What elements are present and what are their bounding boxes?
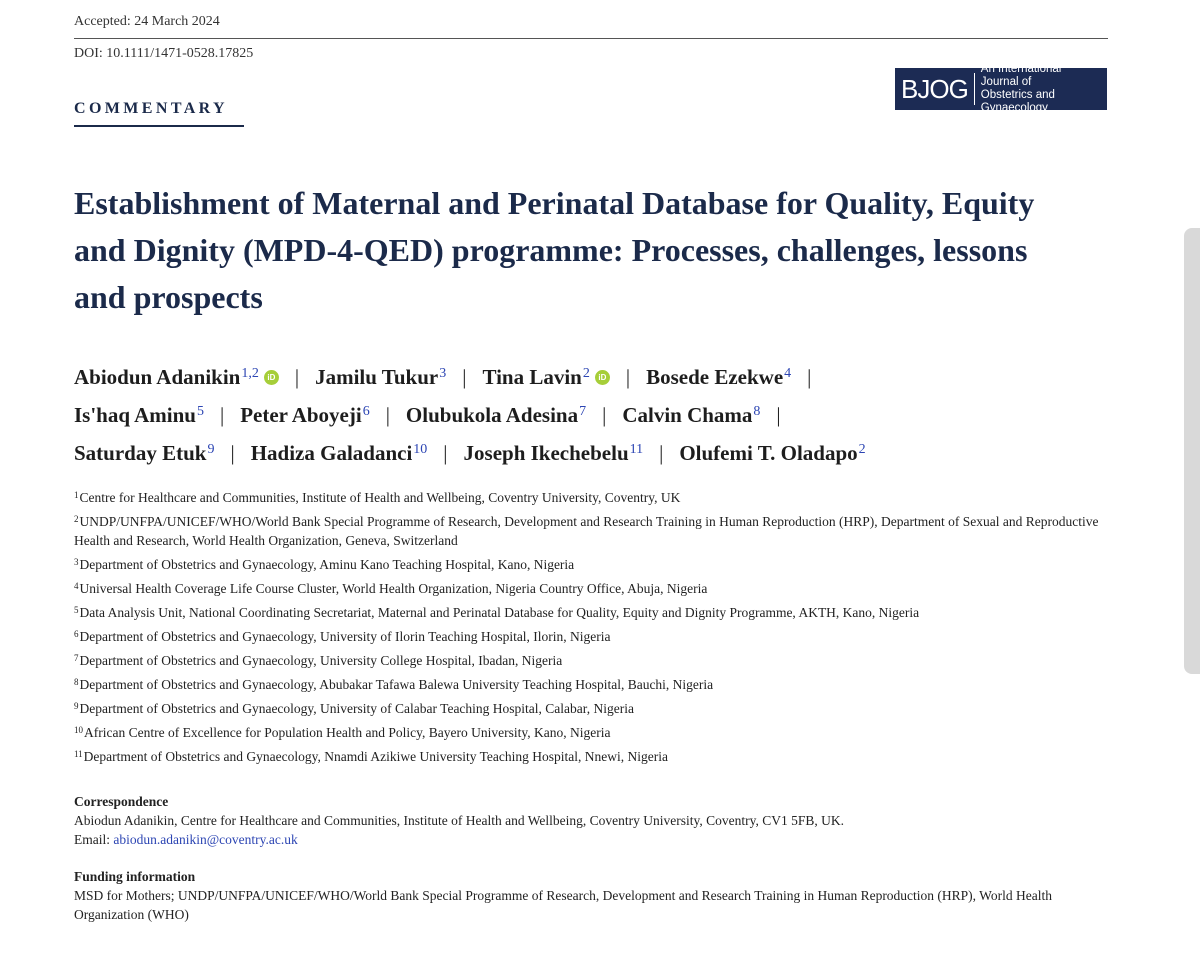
author-name: Peter Aboyeji bbox=[240, 403, 362, 427]
affiliation-text: African Centre of Excellence for Population Health and Policy, Bayero University, Kano, Nigeria bbox=[84, 725, 611, 740]
author-separator: | bbox=[219, 403, 225, 427]
journal-name-line2: Obstetrics and Gynaecology bbox=[980, 89, 1055, 114]
author-separator: | bbox=[385, 403, 390, 427]
scrollbar-thumb[interactable] bbox=[1184, 228, 1200, 674]
author-separator: | bbox=[230, 441, 235, 465]
email-link[interactable]: abiodun.adanikin@coventry.ac.uk bbox=[113, 832, 298, 847]
author-affil-ref[interactable]: 7 bbox=[579, 404, 587, 419]
affiliation-item bbox=[74, 603, 1114, 622]
affiliation-item bbox=[74, 488, 1114, 507]
affiliation-number: 2 bbox=[74, 514, 79, 524]
journal-logo[interactable] bbox=[895, 63, 1107, 114]
author-name: Bosede Ezekwe bbox=[646, 365, 784, 389]
author-affil-ref[interactable]: 1,2 bbox=[241, 366, 259, 381]
article-title: Establishment of Maternal and Perinatal Database for Quality, Equity and Dignity (MPD-4-QED) programme: Processes, challenges, lessons and prospects bbox=[74, 185, 1035, 315]
author-affil-ref[interactable]: 8 bbox=[753, 404, 761, 419]
author-affil-ref[interactable]: 2 bbox=[858, 442, 866, 457]
author-name: Hadiza Galadanci bbox=[250, 441, 413, 465]
affiliation-text: Department of Obstetrics and Gynaecology, University of Ilorin Teaching Hospital, Ilorin, Nigeria bbox=[79, 629, 611, 644]
author-affil-ref[interactable]: 4 bbox=[784, 366, 792, 381]
affiliation-number: 10 bbox=[74, 725, 83, 735]
author-name: Tina Lavin bbox=[482, 365, 582, 389]
affiliation-item bbox=[74, 651, 1114, 670]
affiliation-text: UNDP/UNFPA/UNICEF/WHO/World Bank Special Programme of Research, Development and Research Training in Human Reproduction (HRP), Department of Sexual and Reproductive Health and Research, World Health Organization, Geneva, Switzerland bbox=[74, 514, 1099, 548]
affiliation-number: 6 bbox=[74, 629, 79, 639]
affiliation-item bbox=[74, 723, 1114, 742]
affiliation-number: 5 bbox=[74, 605, 79, 615]
affiliation-number: 7 bbox=[74, 653, 79, 663]
affiliation-text: Centre for Healthcare and Communities, Institute of Health and Wellbeing, Coventry University, Coventry, UK bbox=[79, 490, 681, 505]
author-line-1 bbox=[74, 358, 1114, 396]
affiliation-text: Universal Health Coverage Life Course Cluster, World Health Organization, Nigeria Country Office, Abuja, Nigeria bbox=[79, 581, 708, 596]
section-underline bbox=[74, 125, 244, 127]
affiliation-text: Department of Obstetrics and Gynaecology, Abubakar Tafawa Balewa University Teaching Hospital, Bauchi, Nigeria bbox=[79, 677, 714, 692]
accepted-date: Accepted: 24 March 2024 bbox=[74, 14, 220, 29]
affiliation-item bbox=[74, 675, 1114, 694]
affiliation-number: 4 bbox=[74, 581, 79, 591]
orcid-icon[interactable]: iD bbox=[595, 370, 610, 385]
author-affil-ref[interactable]: 5 bbox=[196, 404, 204, 419]
affiliation-text: Data Analysis Unit, National Coordinating Secretariat, Maternal and Perinatal Database for Quality, Equity and Dignity Programme, AKTH, Kano, Nigeria bbox=[79, 605, 920, 620]
affiliation-item bbox=[74, 555, 1114, 574]
affiliation-number: 3 bbox=[74, 557, 79, 567]
author-affil-ref[interactable]: 3 bbox=[439, 366, 447, 381]
affiliation-item bbox=[74, 579, 1114, 598]
journal-mark: BJOG bbox=[901, 73, 975, 105]
author-name: Saturday Etuk bbox=[74, 441, 207, 465]
author-affil-ref[interactable]: 6 bbox=[362, 404, 370, 419]
affiliation-number: 9 bbox=[74, 701, 79, 711]
author-name: Calvin Chama bbox=[622, 403, 753, 427]
author-name: Joseph Ikechebelu bbox=[463, 441, 629, 465]
affiliation-item bbox=[74, 627, 1114, 646]
affiliation-text: Department of Obstetrics and Gynaecology, Nnamdi Azikiwe University Teaching Hospital, Nnewi, Nigeria bbox=[83, 749, 668, 764]
affiliation-number: 1 bbox=[74, 490, 79, 500]
journal-name bbox=[975, 63, 1101, 115]
author-list bbox=[74, 358, 1114, 472]
author-separator: | bbox=[462, 365, 467, 389]
author-name: Olubukola Adesina bbox=[405, 403, 579, 427]
affiliation-text: Department of Obstetrics and Gynaecology, Aminu Kano Teaching Hospital, Kano, Nigeria bbox=[79, 557, 575, 572]
funding-heading: Funding information bbox=[74, 869, 196, 884]
orcid-icon[interactable]: iD bbox=[264, 370, 279, 385]
header-rule bbox=[74, 38, 1108, 39]
author-affil-ref[interactable]: 10 bbox=[413, 442, 428, 457]
correspondence-text: Abiodun Adanikin, Centre for Healthcare and Communities, Institute of Health and Wellbeing, Coventry University, Coventry, CV1 5FB, UK. bbox=[74, 813, 845, 828]
funding-block bbox=[74, 867, 1114, 924]
affiliation-item bbox=[74, 699, 1114, 718]
correspondence-heading: Correspondence bbox=[74, 794, 169, 809]
affiliation-item bbox=[74, 747, 1114, 766]
author-separator: | bbox=[443, 441, 448, 465]
author-separator: | bbox=[602, 403, 607, 427]
affiliation-text: Department of Obstetrics and Gynaecology, University of Calabar Teaching Hospital, Calabar, Nigeria bbox=[79, 701, 634, 716]
affiliation-list bbox=[74, 488, 1114, 771]
author-affil-ref[interactable]: 11 bbox=[629, 442, 644, 457]
affiliation-text: Department of Obstetrics and Gynaecology, University College Hospital, Ibadan, Nigeria bbox=[79, 653, 563, 668]
author-separator: | bbox=[659, 441, 664, 465]
email-label: Email: bbox=[74, 832, 114, 847]
author-affil-ref[interactable]: 2 bbox=[582, 366, 590, 381]
author-separator: | bbox=[294, 365, 300, 389]
author-name: Jamilu Tukur bbox=[315, 365, 439, 389]
funding-text: MSD for Mothers; UNDP/UNFPA/UNICEF/WHO/World Bank Special Programme of Research, Development and Research Training in Human Reproduction (HRP), World Health Organization (WHO) bbox=[74, 888, 1052, 922]
author-line-2 bbox=[74, 396, 1114, 434]
affiliation-number: 8 bbox=[74, 677, 79, 687]
journal-name-line1: An International Journal of bbox=[980, 63, 1062, 88]
author-separator: | bbox=[776, 403, 781, 427]
affiliation-item bbox=[74, 512, 1114, 550]
affiliation-number: 11 bbox=[74, 749, 83, 759]
doi[interactable]: DOI: 10.1111/1471-0528.17825 bbox=[74, 46, 254, 61]
author-name: Is'haq Aminu bbox=[74, 403, 196, 427]
author-name: Abiodun Adanikin bbox=[74, 365, 241, 389]
correspondence-block bbox=[74, 792, 1114, 849]
correspondence-email-line bbox=[74, 830, 1114, 849]
author-name: Olufemi T. Oladapo bbox=[679, 441, 858, 465]
author-separator: | bbox=[625, 365, 631, 389]
author-line-3 bbox=[74, 434, 1114, 472]
author-affil-ref[interactable]: 9 bbox=[207, 442, 215, 457]
section-label: COMMENTARY bbox=[74, 100, 229, 117]
author-separator: | bbox=[807, 365, 812, 389]
